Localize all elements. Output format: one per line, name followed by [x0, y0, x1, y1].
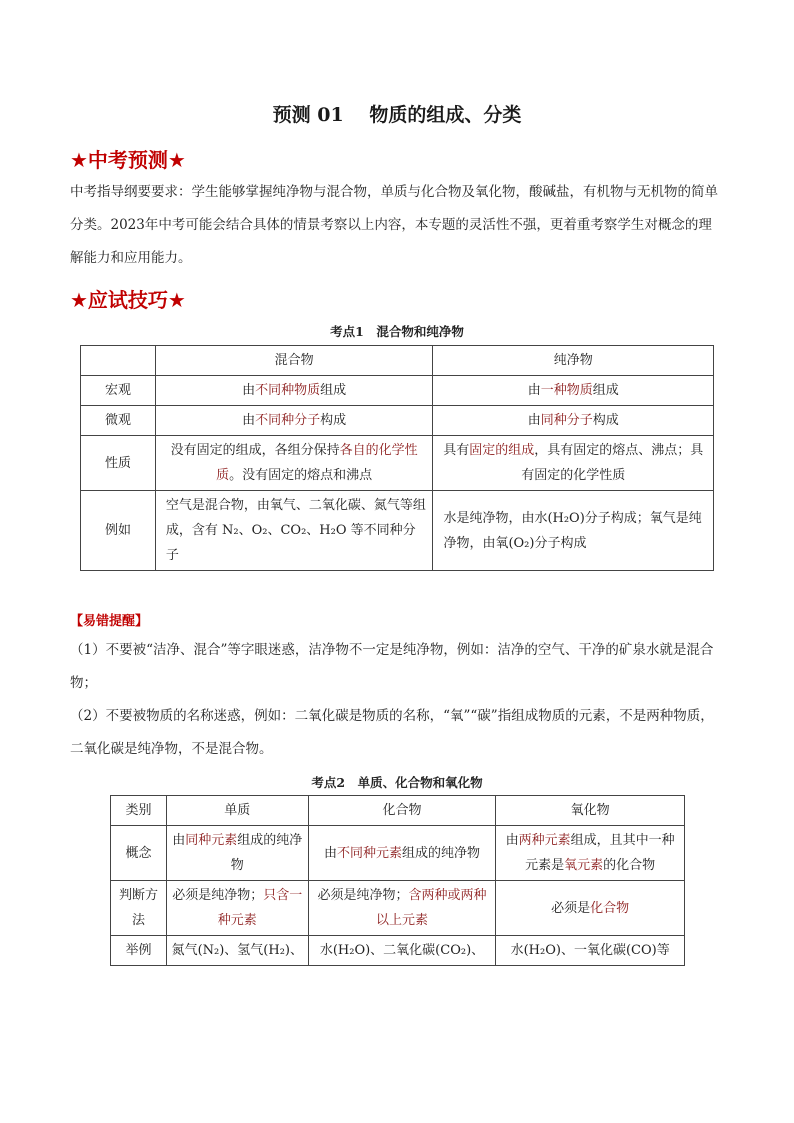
pure-cell: 由同种分子构成 [433, 406, 714, 436]
table-row [81, 436, 714, 491]
table-element-compound-oxide [110, 795, 685, 966]
header-cell: 化合物 [308, 796, 496, 826]
table2-caption: 考点2 单质、化合物和氧化物 [311, 775, 483, 790]
section-heading-forecast: ★中考预测★ [70, 148, 186, 172]
row-label: 判断方法 [111, 881, 167, 936]
pure-cell: 具有固定的组成，具有固定的熔点、沸点；具有固定的化学性质 [433, 436, 714, 491]
single-cell: 由同种元素组成的纯净物 [166, 826, 308, 881]
row-label: 例如 [81, 491, 156, 571]
header-cell: 类别 [111, 796, 167, 826]
table-row [111, 826, 685, 881]
table1-caption: 考点1 混合物和纯净物 [330, 324, 464, 339]
compound-cell: 必须是纯净物；含两种或两种以上元素 [308, 881, 496, 936]
header-cell: 氧化物 [496, 796, 685, 826]
row-label: 概念 [111, 826, 167, 881]
single-cell: 氮气(N₂)、氢气(H₂)、 [166, 936, 308, 966]
header-cell: 单质 [166, 796, 308, 826]
single-cell: 必须是纯净物；只含一种元素 [166, 881, 308, 936]
warning-item-1: （1）不要被“洁净、混合”等字眼迷惑，洁净物不一定是纯净物，例如：洁净的空气、干净的矿泉水就是混合物； [70, 642, 714, 691]
mixture-cell: 由不同种物质组成 [155, 376, 433, 406]
oxide-cell: 必须是化合物 [496, 881, 685, 936]
table-header-row [81, 346, 714, 376]
warning-item-2: （2）不要被物质的名称迷惑，例如：二氧化碳是物质的名称，“氧”“碳”指组成物质的元素，不是两种物质，二氧化碳是纯净物，不是混合物。 [70, 708, 714, 757]
mixture-cell: 空气是混合物，由氧气、二氧化碳、氮气等组成，含有 N₂、O₂、CO₂、H₂O 等不同种分子 [155, 491, 433, 571]
forecast-paragraph: 中考指导纲要要求：学生能够掌握纯净物与混合物，单质与化合物及氧化物，酸碱盐，有机物与无机物的简单分类。2023年中考可能会结合具体的情景考察以上内容，本专题的灵活性不强，更着重考察学生对概念的理解能力和应用能力。 [70, 184, 718, 266]
compound-cell: 水(H₂O)、二氧化碳(CO₂)、 [308, 936, 496, 966]
table-header-row [111, 796, 685, 826]
table-row [81, 491, 714, 571]
oxide-cell: 由两种元素组成，且其中一种元素是氧元素的化合物 [496, 826, 685, 881]
mixture-cell: 没有固定的组成，各组分保持各自的化学性质。没有固定的熔点和沸点 [155, 436, 433, 491]
compound-cell: 由不同种元素组成的纯净物 [308, 826, 496, 881]
row-label: 宏观 [81, 376, 156, 406]
pure-cell: 水是纯净物，由水(H₂O)分子构成；氧气是纯净物，由氧(O₂)分子构成 [433, 491, 714, 571]
row-label: 性质 [81, 436, 156, 491]
header-cell: 混合物 [155, 346, 433, 376]
row-label: 微观 [81, 406, 156, 436]
header-cell: 纯净物 [433, 346, 714, 376]
warning-label: 【易错提醒】 [70, 614, 149, 629]
page-title: 预测 01 物质的组成、分类 [272, 104, 522, 126]
row-label: 举例 [111, 936, 167, 966]
header-cell [81, 346, 156, 376]
pure-cell: 由一种物质组成 [433, 376, 714, 406]
oxide-cell: 水(H₂O)、一氧化碳(CO)等 [496, 936, 685, 966]
table-row [111, 881, 685, 936]
table-mixture-pure [80, 345, 714, 571]
table-row [81, 406, 714, 436]
mixture-cell: 由不同种分子构成 [155, 406, 433, 436]
table-row [111, 936, 685, 966]
table-row [81, 376, 714, 406]
section-heading-tips: ★应试技巧★ [70, 288, 186, 312]
